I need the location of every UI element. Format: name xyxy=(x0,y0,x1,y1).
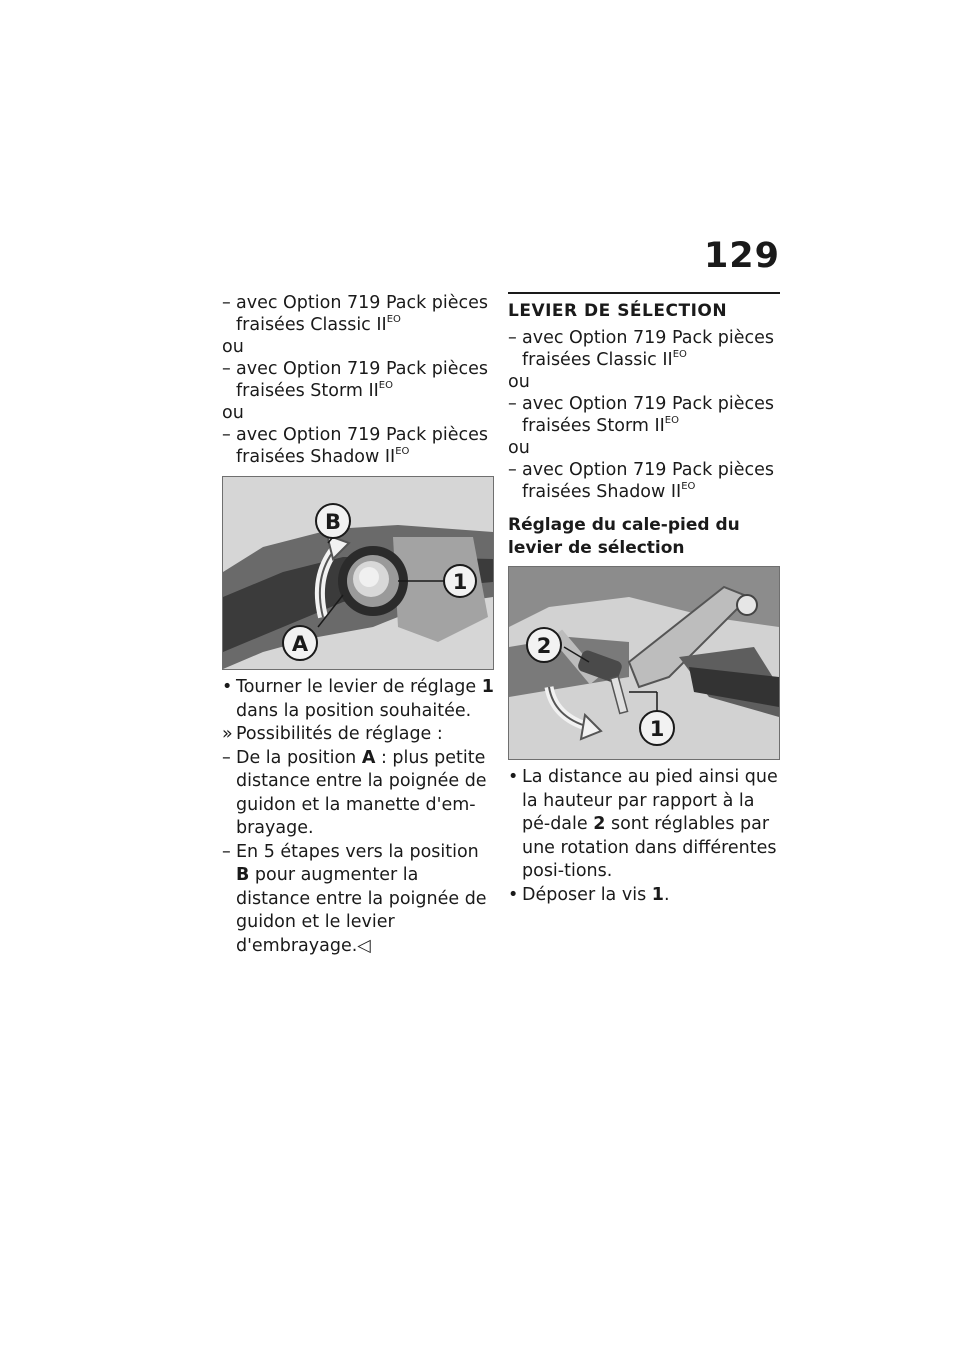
step-ref: 1 xyxy=(651,884,664,905)
shift-lever-figure xyxy=(508,566,780,760)
step-text: De la position xyxy=(236,747,362,768)
bullet-marker: • xyxy=(508,767,519,787)
bullet-marker: • xyxy=(508,884,519,905)
clutch-lever-illustration xyxy=(223,477,493,669)
steps-right xyxy=(508,766,780,907)
option-code: EO xyxy=(664,415,679,426)
step-text: La distance au pied ainsi que la hauteur par rapport à la pé-dale xyxy=(522,767,778,834)
shift-lever-illustration xyxy=(509,567,779,759)
dash-marker: – xyxy=(508,394,517,414)
option-list-right xyxy=(508,327,780,503)
option-item xyxy=(508,459,780,503)
section-heading: LEVIER DE SÉLECTION xyxy=(508,292,780,321)
subsection-heading: Réglage du cale-pied du levier de sélection xyxy=(508,515,740,558)
step-text: . xyxy=(663,884,670,905)
option-item xyxy=(222,424,494,468)
option-item xyxy=(508,327,780,371)
option-text: avec Option 719 Pack pièces fraisées Classic II xyxy=(236,293,489,335)
option-text: avec Option 719 Pack pièces fraisées Shadow II xyxy=(236,425,489,467)
step-ref: A xyxy=(361,747,376,768)
step-text: Tourner le levier de réglage xyxy=(236,677,482,697)
page-number: 129 xyxy=(703,236,780,276)
step-ref: B xyxy=(236,865,250,885)
dash-marker: – xyxy=(222,425,231,445)
left-column xyxy=(222,292,494,958)
or-separator: ou xyxy=(508,438,530,458)
step-text: Déposer la vis xyxy=(522,884,652,905)
option-item xyxy=(222,292,494,336)
step-item xyxy=(222,841,494,959)
bullet-marker: • xyxy=(222,677,233,697)
option-text: avec Option 719 Pack pièces fraisées Classic II xyxy=(522,328,775,370)
step-item xyxy=(508,884,780,908)
dash-marker: – xyxy=(508,328,517,348)
callout-b-label: B xyxy=(324,510,342,534)
dash-marker: – xyxy=(222,359,231,379)
option-code: EO xyxy=(395,446,410,457)
clutch-lever-figure xyxy=(222,476,494,670)
option-text: avec Option 719 Pack pièces fraisées Storm II xyxy=(236,359,489,401)
step-item xyxy=(222,747,494,841)
dash-marker: – xyxy=(222,293,231,313)
option-code: EO xyxy=(681,481,696,492)
option-code: EO xyxy=(378,380,393,391)
callout-1-label: 1 xyxy=(649,717,665,741)
step-item xyxy=(222,676,494,723)
step-text: sont réglables par une rotation dans différentes posi-tions. xyxy=(522,814,777,881)
step-text: En 5 étapes vers la position xyxy=(236,841,479,862)
step-item xyxy=(222,723,494,747)
steps-left xyxy=(222,676,494,958)
callout-1-label: 1 xyxy=(452,570,468,594)
option-text: avec Option 719 Pack pièces fraisées Shadow II xyxy=(522,460,775,502)
callout-a-label: A xyxy=(291,632,309,656)
step-text: Possibilités de réglage : xyxy=(236,724,443,744)
dash-marker: – xyxy=(222,841,231,862)
option-list-left xyxy=(222,292,494,468)
option-item xyxy=(222,358,494,402)
option-code: EO xyxy=(672,349,687,360)
option-text: avec Option 719 Pack pièces fraisées Storm II xyxy=(522,394,775,436)
step-text: : plus petite distance entre la poignée de guidon et la manette d'em-brayage. xyxy=(236,747,487,838)
callout-2-label: 2 xyxy=(536,634,552,658)
or-separator: ou xyxy=(222,403,244,423)
right-column xyxy=(508,292,780,907)
step-ref: 1 xyxy=(481,677,494,697)
step-text: pour augmenter la distance entre la poignée de guidon et le levier d'embrayage.◁ xyxy=(236,865,487,956)
result-marker: » xyxy=(222,724,233,744)
step-item xyxy=(508,766,780,884)
dash-marker: – xyxy=(222,747,231,768)
option-code: EO xyxy=(386,314,401,325)
dash-marker: – xyxy=(508,460,517,480)
option-item xyxy=(508,393,780,437)
step-ref: 2 xyxy=(593,814,606,834)
step-text: dans la position souhaitée. xyxy=(236,700,472,721)
or-separator: ou xyxy=(222,337,244,357)
or-separator: ou xyxy=(508,372,530,392)
